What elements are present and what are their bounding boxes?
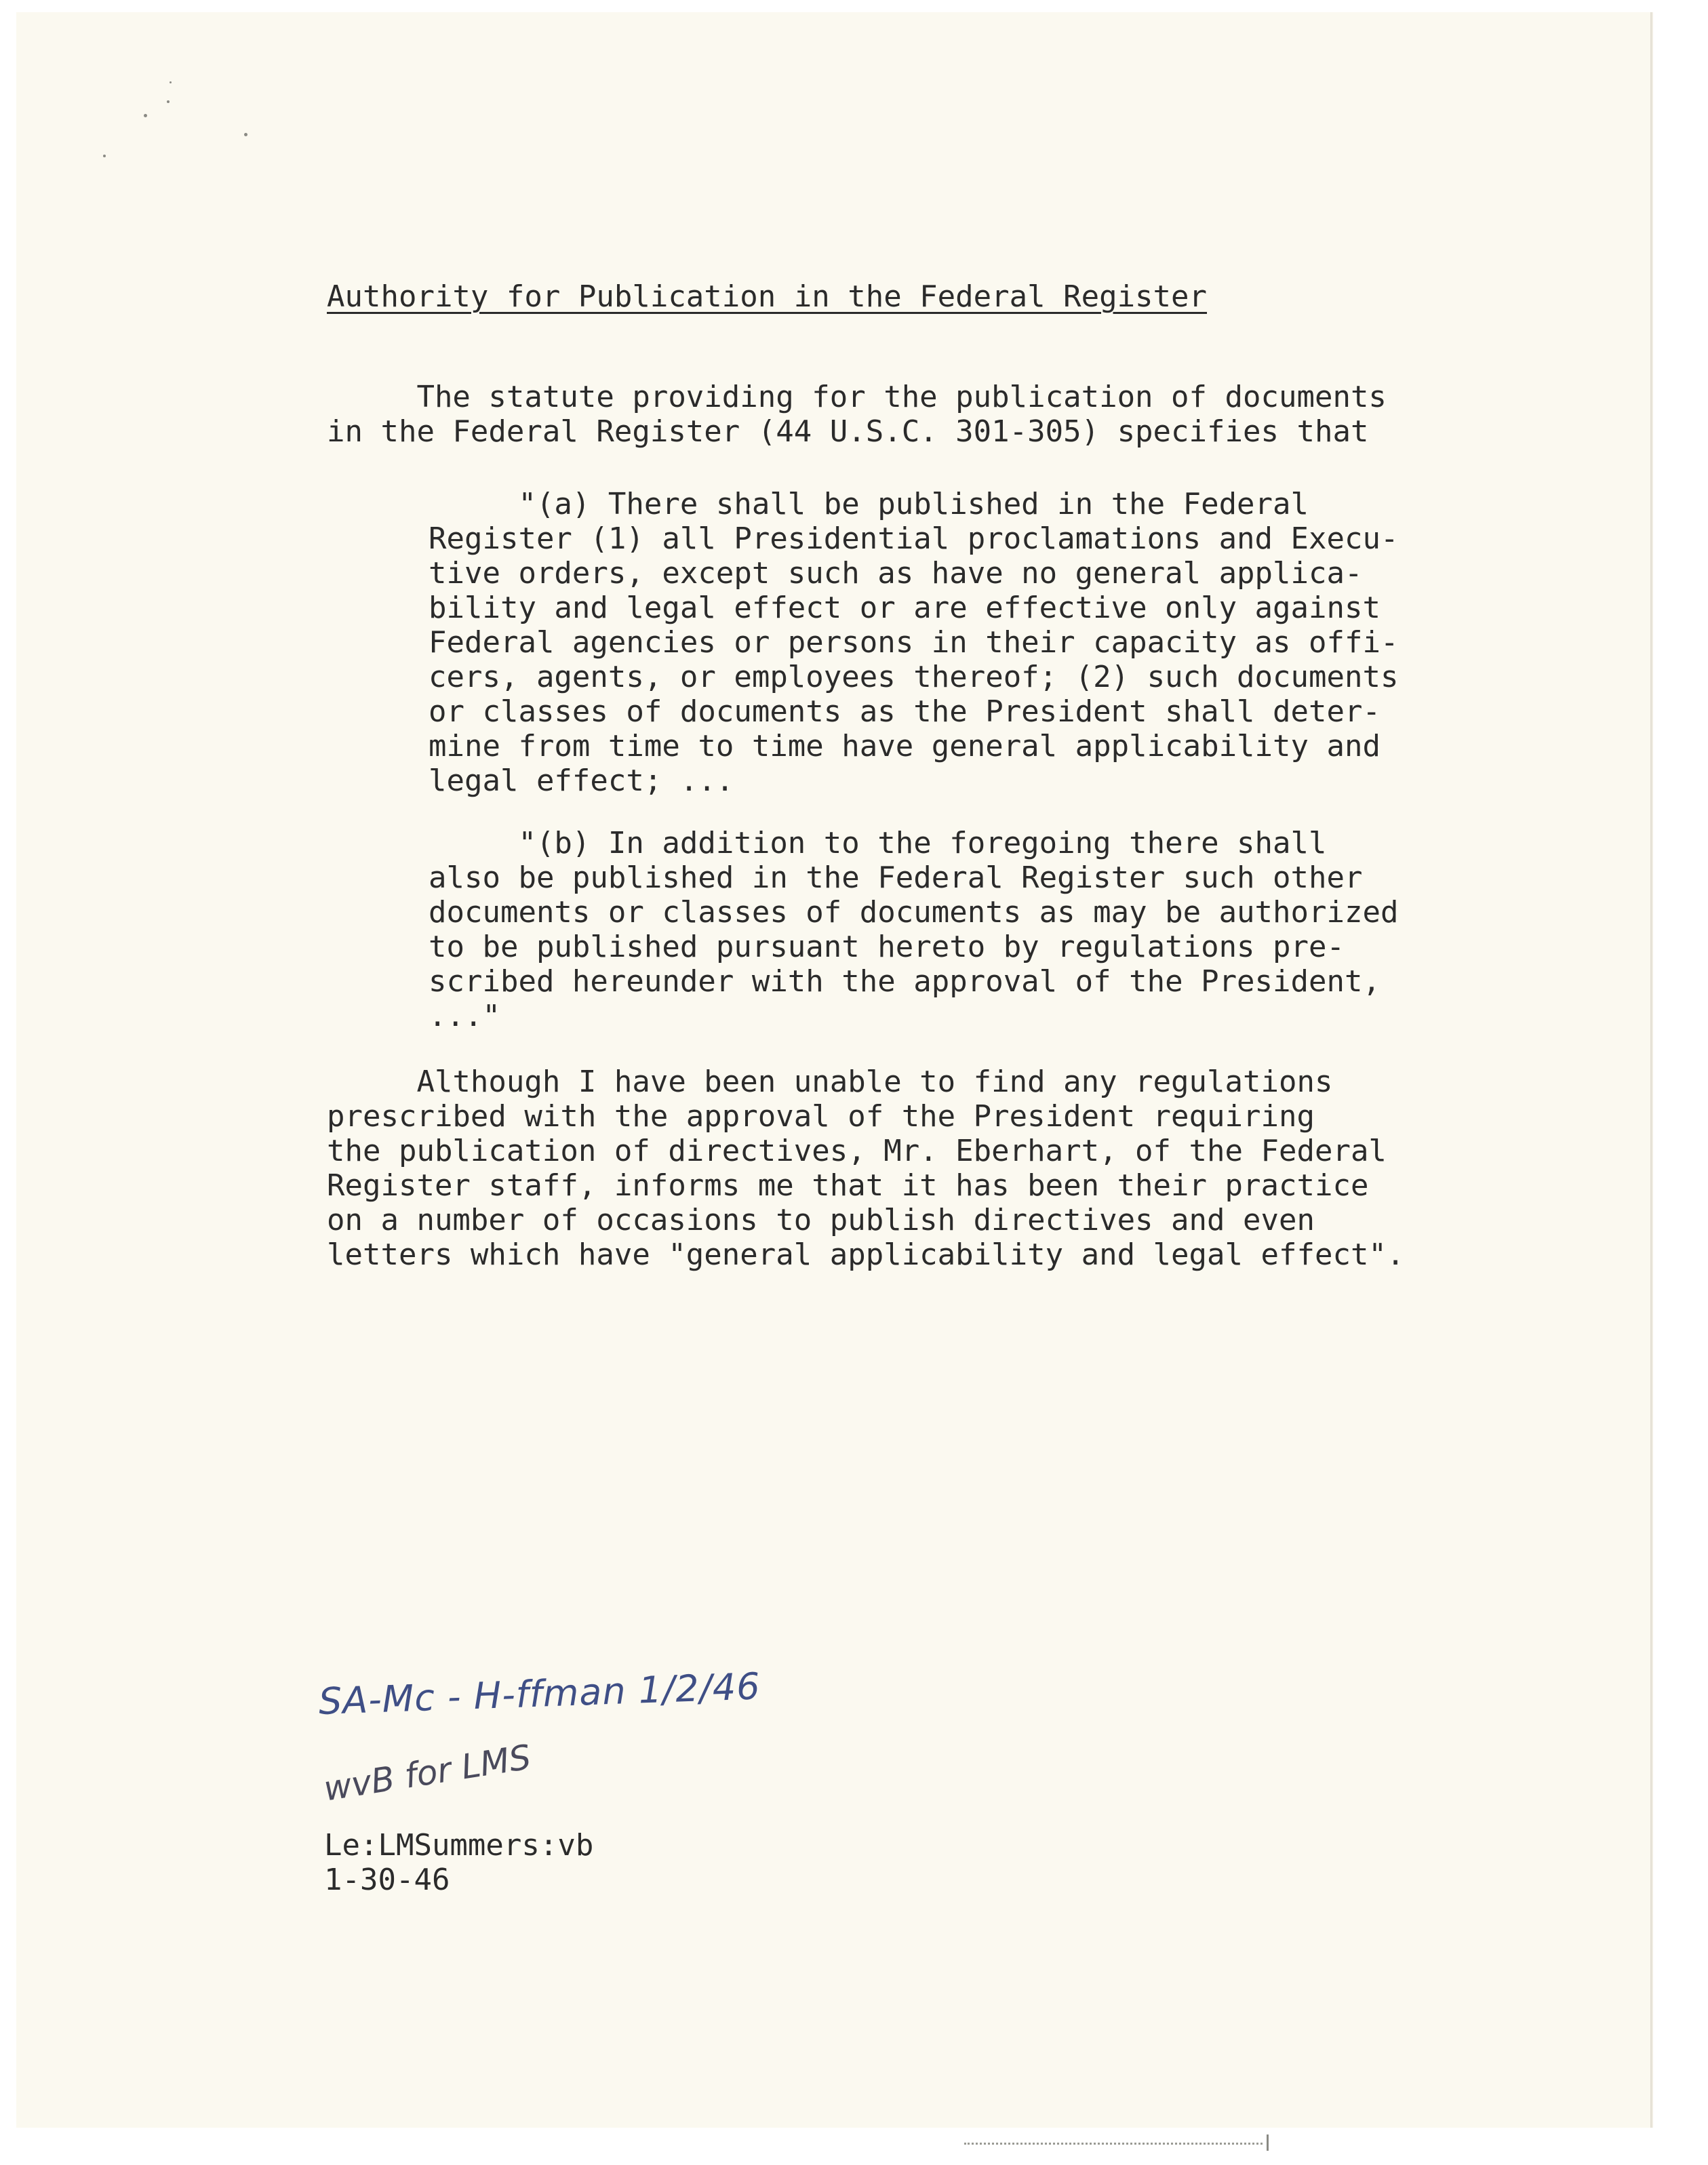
paper-speck [167, 100, 170, 103]
although-paragraph: Although I have been unable to find any regulations prescribed with the approval of the President requiring the publication of directives, Mr. Eberhart, of the Federal Register staff, informs me that it has been their practice on a number of occasions to publish directives and even letters which have "general applicability and legal effect". [327, 1065, 1405, 1272]
intro-paragraph: The statute providing for the publication of documents in the Federal Register (44 U.S.C. 301-305) specifies that [327, 380, 1387, 449]
paper-speck [144, 114, 147, 117]
reference-initials: Le:LMSummers:vb [324, 1828, 594, 1863]
statute-quote-a: "(a) There shall be published in the Federal Register (1) all Presidential proclamations and Execu- tive orders, except such as have no general applica- bility and legal effect or are effective only against Federal agencies or persons in their capacity as offi- cers, agents, or employees thereof; (2) such documents or classes of documents as the President shall deter- mine from time to time have general applicability and legal effect; ... [429, 487, 1399, 798]
paper-speck [103, 155, 106, 157]
statute-quote-b: "(b) In addition to the foregoing there shall also be published in the Federal Register such other documents or classes of documents as may be authorized to be published pursuant hereto by regulations pre- scribed hereunder with the approval of the President, ..." [429, 826, 1399, 1033]
document-title: Authority for Publication in the Federal Register [327, 279, 1208, 314]
reference-date: 1-30-46 [324, 1863, 450, 1897]
handwritten-note-routing: SA-Mc - H-ffman 1/2/46 [317, 1665, 761, 1723]
paper-speck [244, 133, 247, 136]
dotted-edge-mark [964, 2143, 1263, 2145]
handwritten-note-initials: wvB for LMS [321, 1737, 534, 1809]
paper-speck [170, 81, 172, 83]
edge-tick-mark [1267, 2134, 1269, 2151]
